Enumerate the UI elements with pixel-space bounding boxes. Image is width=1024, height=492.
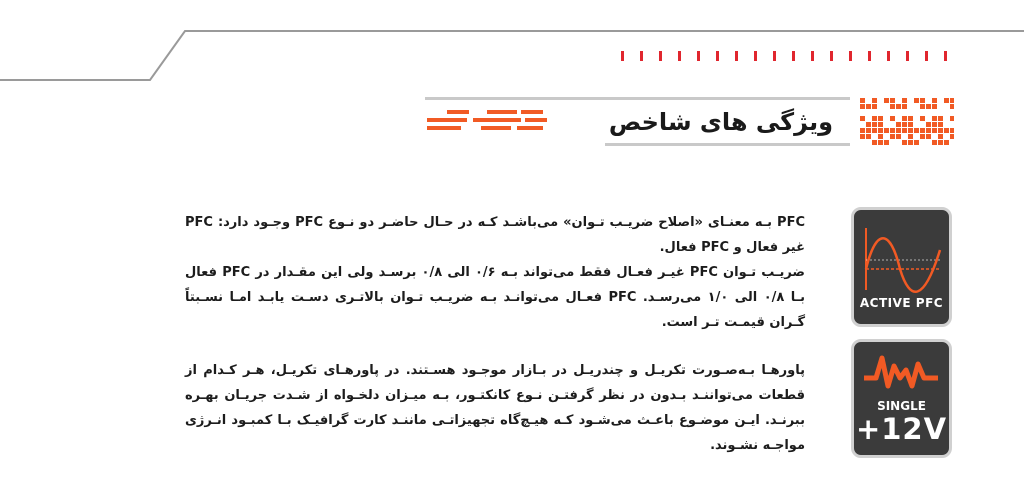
dash-mark <box>678 51 681 61</box>
pixel-cell <box>872 104 877 109</box>
pixel-cell <box>872 140 877 145</box>
pixel-cell <box>872 122 877 127</box>
pixel-cell <box>872 98 877 103</box>
pixel-cell <box>932 116 937 121</box>
pixel-cell <box>938 128 943 133</box>
pixel-cell <box>896 134 901 139</box>
pixel-cell <box>926 122 931 127</box>
pixel-cell <box>902 128 907 133</box>
pixel-cell <box>908 116 913 121</box>
pixel-cell <box>932 122 937 127</box>
paragraph: ضریـب تـوان PFC غیـر فعـال فقط می‌تواند بـه ۰/۶ الی ۰/۸ برسـد ولی این مقـدار در PFC فعال بـا ۰/۸ الی ۱/۰ می‌رسـد. PFC فعـال می‌توانـد بـه ضریـب تـوان بالاتـری دسـت یابـد امـا نسـبتاً گـران قیمـت تـر است. <box>185 265 805 330</box>
pixel-cell <box>878 140 883 145</box>
pixel-cell <box>950 128 954 133</box>
pixel-cell <box>926 134 931 139</box>
pixel-cell <box>878 122 883 127</box>
pixel-cell <box>944 128 949 133</box>
pixel-cell <box>944 140 949 145</box>
dash-mark <box>621 51 624 61</box>
pixel-cell <box>860 134 865 139</box>
dash-mark <box>944 51 947 61</box>
single-label: SINGLE <box>877 399 926 413</box>
pixel-cell <box>890 98 895 103</box>
pixel-cell <box>878 134 883 139</box>
dash-mark <box>811 51 814 61</box>
pixel-cell <box>896 104 901 109</box>
pixel-cell <box>866 134 871 139</box>
pixel-cell <box>932 104 937 109</box>
pixel-cell <box>920 98 925 103</box>
single-rail-description <box>185 358 805 458</box>
pixel-cell <box>950 98 954 103</box>
pixel-cell <box>902 140 907 145</box>
voltage-label: +12V <box>855 412 948 446</box>
pixel-cell <box>866 104 871 109</box>
pixel-cell <box>938 134 943 139</box>
pixel-cell <box>890 104 895 109</box>
pixel-cell <box>884 140 889 145</box>
pixel-cell <box>902 104 907 109</box>
dash-mark <box>716 51 719 61</box>
dash-mark <box>735 51 738 61</box>
pixel-cell <box>890 128 895 133</box>
dash-mark <box>887 51 890 61</box>
dash-decor <box>621 51 961 61</box>
pixel-cell <box>878 116 883 121</box>
pixel-cell <box>932 128 937 133</box>
dash-mark <box>906 51 909 61</box>
pixel-cell <box>908 122 913 127</box>
pixel-cell <box>884 128 889 133</box>
dash-mark <box>697 51 700 61</box>
pixel-cell <box>890 134 895 139</box>
pixel-cell <box>860 116 865 121</box>
pixel-cell <box>872 116 877 121</box>
dash-mark <box>849 51 852 61</box>
pixel-cell <box>860 98 865 103</box>
pixel-cell <box>866 122 871 127</box>
page-title: ویژگی های شاخص <box>608 107 833 136</box>
paragraph: پاورهـا بـه‌صـورت تکریـل و چندریـل در بـازار موجـود هسـتند. در پاورهـای تکریـل، هـر کـدام از قطعات می‌تواننـد بـدون در نظر گرفتـن نـوع کانکتـور، بـه میـزان دلخـواه از شـدت جریـان بهـره ببرنـد. ایـن موضـوع باعـث می‌شـود کـه هیـچ‌گاه تجهیزاتـی ماننـد کارت گرافیـک بـا کمبـود انـرژی مواجـه نشـوند. <box>185 363 805 453</box>
dash-mark <box>773 51 776 61</box>
dash-mark <box>792 51 795 61</box>
pixel-cell <box>926 128 931 133</box>
pixel-cell <box>860 104 865 109</box>
header-decor-line <box>0 0 1024 90</box>
pixel-cell <box>938 116 943 121</box>
pixel-cell <box>890 116 895 121</box>
paragraph: PFC بـه معنـای «اصلاح ضریـب تـوان» می‌باشـد کـه در حـال حاضـر دو نـوع PFC وجـود دارد: PFC غیر فعال و PFC فعال. <box>185 215 805 255</box>
pixel-cell <box>896 122 901 127</box>
pixel-cell <box>920 116 925 121</box>
dash-mark <box>830 51 833 61</box>
pixel-cell <box>896 128 901 133</box>
pixel-cell <box>932 140 937 145</box>
pixel-pattern-decor <box>860 98 954 146</box>
pixel-cell <box>908 140 913 145</box>
pixel-cell <box>950 104 954 109</box>
pixel-cell <box>908 128 913 133</box>
dash-mark <box>868 51 871 61</box>
pixel-cell <box>944 98 949 103</box>
pixel-cell <box>926 104 931 109</box>
pfc-description <box>185 210 805 335</box>
section-title-box <box>604 100 847 143</box>
pixel-cell <box>950 134 954 139</box>
pixel-cell <box>914 98 919 103</box>
pixel-cell <box>884 98 889 103</box>
pixel-cell <box>902 122 907 127</box>
pixel-cell <box>866 128 871 133</box>
dash-mark <box>640 51 643 61</box>
single-12v-icon <box>851 339 952 458</box>
pixel-cell <box>920 134 925 139</box>
pfc-label: ACTIVE PFC <box>859 296 944 310</box>
pixel-cell <box>908 134 913 139</box>
active-pfc-icon <box>851 207 952 327</box>
pixel-cell <box>920 104 925 109</box>
pixel-cell <box>902 98 907 103</box>
pixel-cell <box>938 140 943 145</box>
pixel-cell <box>860 128 865 133</box>
dash-mark <box>754 51 757 61</box>
pixel-cell <box>872 128 877 133</box>
header-bottom-rule <box>605 143 850 146</box>
current-wave-icon <box>854 342 949 402</box>
pixel-cell <box>914 140 919 145</box>
orange-stripes-decor <box>427 110 549 134</box>
dash-mark <box>659 51 662 61</box>
pixel-cell <box>920 128 925 133</box>
pixel-cell <box>914 128 919 133</box>
pixel-cell <box>938 122 943 127</box>
pixel-cell <box>950 116 954 121</box>
pixel-cell <box>932 98 937 103</box>
pixel-cell <box>902 116 907 121</box>
pixel-cell <box>878 128 883 133</box>
dash-mark <box>925 51 928 61</box>
